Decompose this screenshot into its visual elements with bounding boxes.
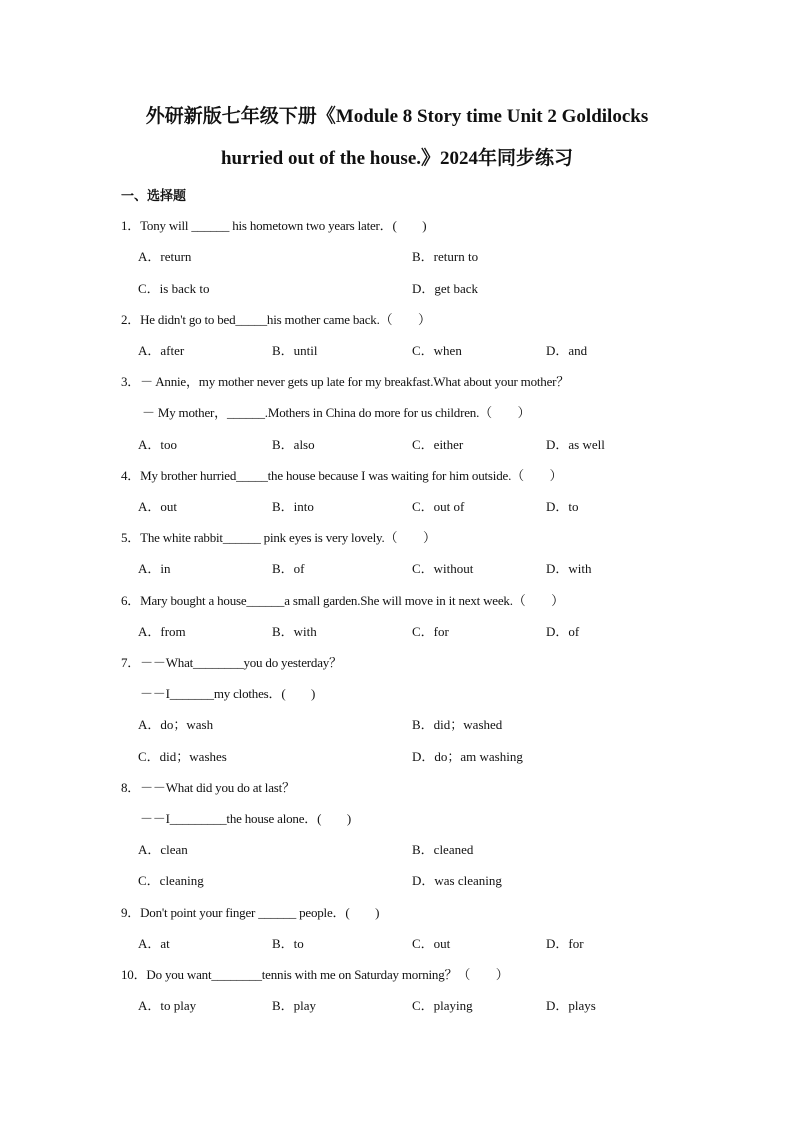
question-3-stem-line-2: － My mother，______.Mothers in China do more for us children.（ ）: [142, 405, 531, 420]
question-5-option-b[interactable]: B．of: [272, 561, 305, 576]
question-2-option-d[interactable]: D．and: [546, 343, 588, 358]
question-10-option-a[interactable]: A．to play: [138, 998, 197, 1013]
question-8-stem-line-1: 8．－－What did you do at last？: [121, 780, 295, 795]
question-9-option-a[interactable]: A．at: [138, 936, 170, 951]
question-1-option-b[interactable]: B．return to: [412, 249, 479, 264]
question-1-option-d[interactable]: D．get back: [412, 281, 479, 296]
page-title-line-2: hurried out of the house.》2024年同步练习: [220, 148, 574, 169]
question-1-option-a[interactable]: A．return: [138, 249, 192, 264]
question-8-option-b[interactable]: B．cleaned: [412, 842, 474, 857]
question-1-stem: 1．Tony will ______ his hometown two years later．( ): [121, 218, 427, 233]
question-10-option-b[interactable]: B．play: [272, 998, 317, 1013]
question-4-option-d[interactable]: D．to: [546, 499, 579, 514]
question-3-stem-line-1: 3．－ Annie，my mother never gets up late for my breakfast.What about your mother？: [121, 374, 570, 389]
question-3-option-a[interactable]: A．too: [138, 437, 178, 452]
question-7-option-a[interactable]: A．do；wash: [138, 717, 214, 732]
section-heading: 一、选择题: [121, 189, 187, 204]
question-10-option-c[interactable]: C．playing: [412, 998, 473, 1013]
question-10-option-d[interactable]: D．plays: [546, 998, 596, 1013]
question-8-stem-line-2: －－I_________the house alone．( ): [140, 811, 351, 826]
question-5-stem: 5．The white rabbit______ pink eyes is very lovely.（ ）: [121, 530, 436, 545]
question-2-option-c[interactable]: C．when: [412, 343, 462, 358]
question-4-stem: 4．My brother hurried_____the house because I was waiting for him outside.（ ）: [121, 468, 563, 483]
question-5-option-a[interactable]: A．in: [138, 561, 171, 576]
question-9-stem: 9．Don't point your finger ______ people．( ): [121, 905, 380, 920]
question-2-stem: 2．He didn't go to bed_____his mother came back.（ ）: [121, 312, 431, 327]
question-7-stem-line-2: －－I_______my clothes．( ): [140, 686, 316, 701]
question-5-option-c[interactable]: C．without: [412, 561, 474, 576]
question-3-option-b[interactable]: B．also: [272, 437, 315, 452]
question-9-option-c[interactable]: C．out: [412, 936, 451, 951]
question-8-option-c[interactable]: C．cleaning: [138, 873, 204, 888]
question-9-option-d[interactable]: D．for: [546, 936, 584, 951]
question-10-stem: 10．Do you want________tennis with me on Saturday morning？（ ）: [121, 967, 509, 982]
question-4-option-b[interactable]: B．into: [272, 499, 314, 514]
question-8-option-d[interactable]: D．was cleaning: [412, 873, 502, 888]
question-7-option-d[interactable]: D．do；am washing: [412, 749, 523, 764]
question-7-option-c[interactable]: C．did；washes: [138, 749, 227, 764]
question-3-option-c[interactable]: C．either: [412, 437, 464, 452]
question-6-option-d[interactable]: D．of: [546, 624, 580, 639]
question-2-option-b[interactable]: B．until: [272, 343, 318, 358]
question-6-option-b[interactable]: B．with: [272, 624, 317, 639]
question-4-option-a[interactable]: A．out: [138, 499, 178, 514]
question-6-option-c[interactable]: C．for: [412, 624, 449, 639]
question-2-option-a[interactable]: A．after: [138, 343, 185, 358]
question-5-option-d[interactable]: D．with: [546, 561, 592, 576]
question-6-option-a[interactable]: A．from: [138, 624, 186, 639]
question-4-option-c[interactable]: C．out of: [412, 499, 465, 514]
question-8-option-a[interactable]: A．clean: [138, 842, 188, 857]
question-7-stem-line-1: 7．－－What________you do yesterday？: [121, 655, 342, 670]
question-9-option-b[interactable]: B．to: [272, 936, 304, 951]
question-6-stem: 6．Mary bought a house______a small garden.She will move in it next week.（ ）: [121, 593, 564, 608]
question-7-option-b[interactable]: B．did；washed: [412, 717, 503, 732]
question-3-option-d[interactable]: D．as well: [546, 437, 605, 452]
question-1-option-c[interactable]: C．is back to: [138, 281, 210, 296]
page-title-line-1: 外研新版七年级下册《Module 8 Story time Unit 2 Goldilocks: [145, 106, 649, 127]
